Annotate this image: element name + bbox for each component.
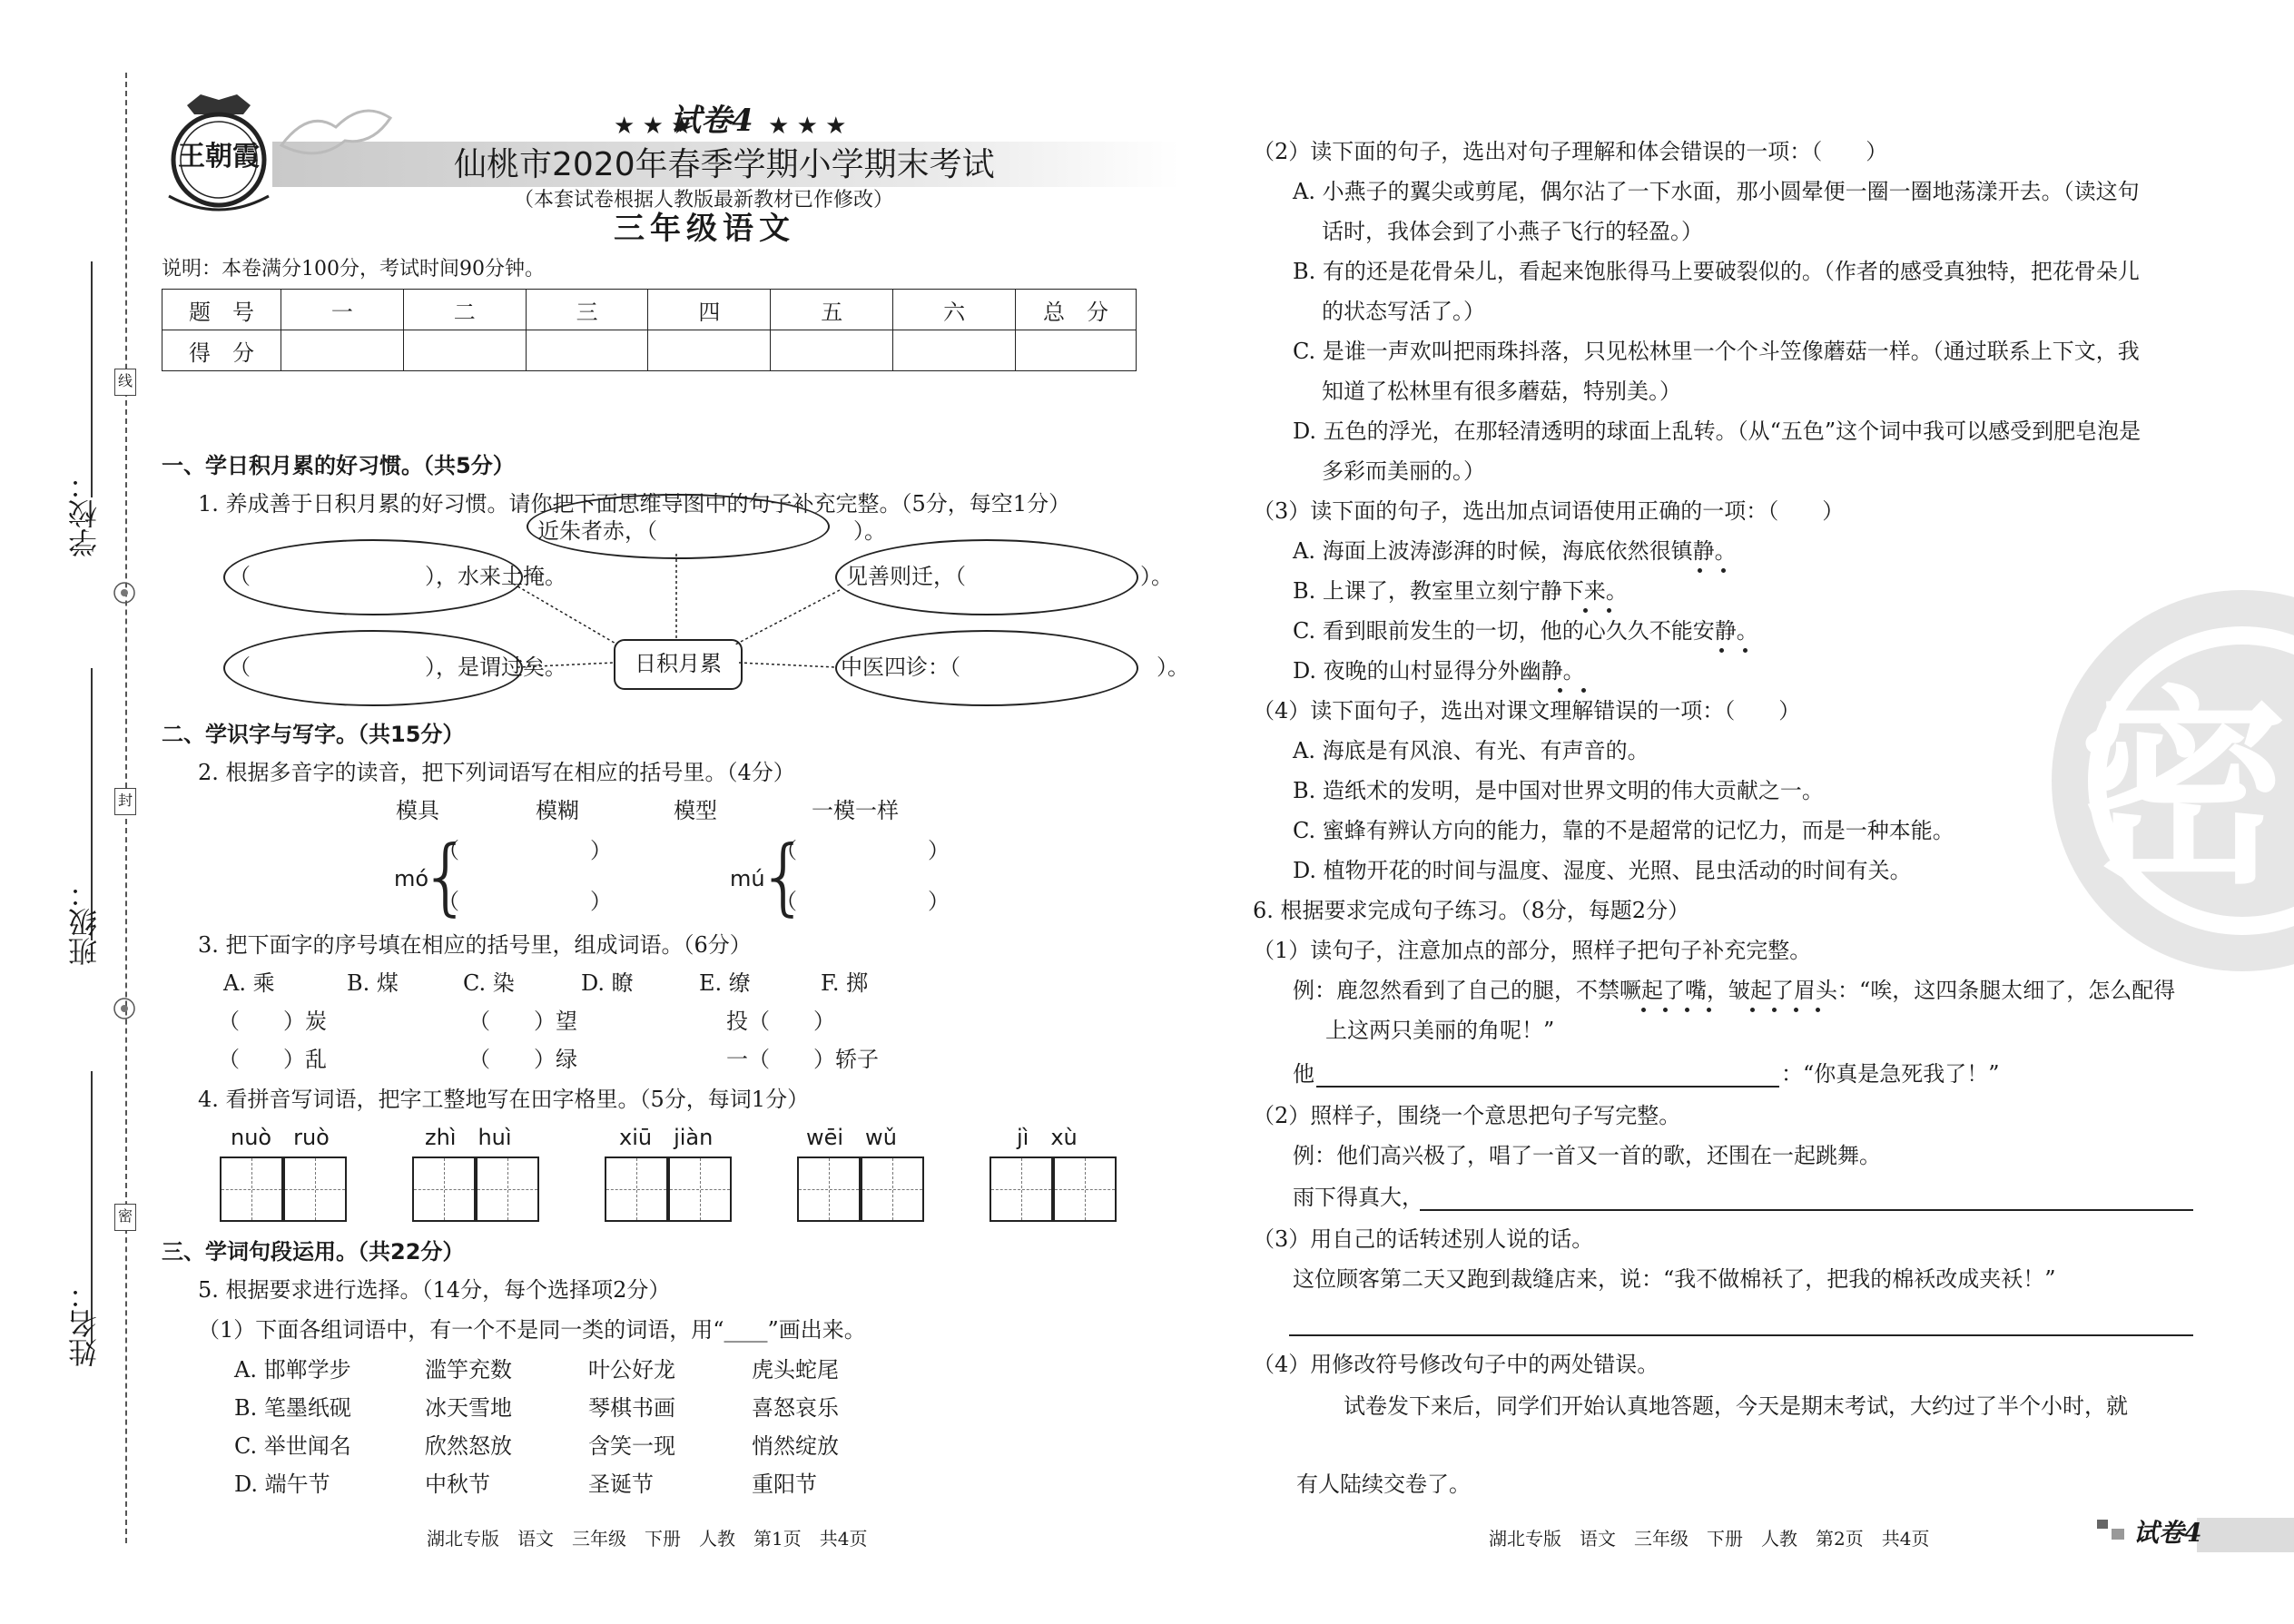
mindmap-center: 日积月累 bbox=[614, 639, 743, 690]
q5-word: 冰天雪地 bbox=[425, 1395, 512, 1421]
q6-prompt: 6. 根据要求完成句子练习。（8分，每题2分） bbox=[1253, 898, 1690, 923]
instructions: 说明：本卷满分100分，考试时间90分钟。 bbox=[162, 258, 545, 281]
emphasis-dot bbox=[1583, 608, 1588, 613]
q2-blank[interactable]: （ ） bbox=[438, 889, 612, 914]
q3-option: B. 煤 bbox=[347, 970, 399, 996]
name-label: 姓名： bbox=[67, 1280, 102, 1367]
emphasis-dot bbox=[1719, 648, 1724, 653]
tianzige-box[interactable] bbox=[861, 1156, 924, 1222]
emphasis-dot bbox=[1685, 1008, 1689, 1012]
footer-tag-band bbox=[2197, 1518, 2294, 1552]
exam-note: （本套试卷根据人教版最新教材已作修改） bbox=[514, 189, 894, 212]
q5-sub2-option-c-cont: 知道了松林里有很多蘑菇，特别美。） bbox=[1322, 379, 1681, 404]
q5-sub4-prompt: （4）读下面句子，选出对课文理解错误的一项：（ ） bbox=[1253, 698, 1801, 723]
q5-sub4-option-d[interactable]: D. 植物开花的时间与温度、湿度、光照、昆虫活动的时间有关。 bbox=[1293, 858, 1912, 883]
q3-blank[interactable]: （ ）望 bbox=[468, 1009, 577, 1034]
brace-icon: { bbox=[757, 828, 811, 925]
mark-feng: 封 bbox=[114, 788, 136, 815]
q3-option: F. 掷 bbox=[821, 970, 869, 996]
q6-sub2-answer-line[interactable] bbox=[1420, 1209, 2193, 1211]
pinyin-mo: mó bbox=[394, 866, 429, 891]
score-header-cell: 四 bbox=[648, 290, 771, 330]
q6-sub2-example: 例：他们高兴极了，唱了一首又一首的歌，还围在一起跳舞。 bbox=[1293, 1143, 1881, 1168]
q5-sub3-option-a[interactable]: A. 海面上波涛澎湃的时候，海底依然很镇静。 bbox=[1293, 538, 1737, 564]
emphasis-dot bbox=[1558, 688, 1562, 693]
q5-sub2-option-d-cont: 多彩而美丽的。） bbox=[1322, 458, 1485, 484]
q2-word: 模糊 bbox=[536, 798, 579, 823]
score-header-cell: 六 bbox=[893, 290, 1016, 330]
q2-word: 模型 bbox=[674, 798, 717, 823]
emphasis-dot bbox=[1698, 568, 1702, 573]
q6-sub1-example: 例：鹿忽然看到了自己的腿，不禁噘起了嘴，皱起了眉头：“唉，这四条腿太细了，怎么配得 bbox=[1293, 978, 2176, 1003]
q6-sub1-example-cont: 上这两只美丽的角呢！” bbox=[1325, 1018, 1555, 1043]
q3-blank[interactable]: 一（ ）轿子 bbox=[726, 1047, 879, 1072]
tianzige-box[interactable] bbox=[220, 1156, 283, 1222]
emphasis-dot bbox=[1794, 1008, 1798, 1012]
score-header-cell: 二 bbox=[403, 290, 526, 330]
q4-pinyin: wēi wǔ bbox=[806, 1125, 897, 1150]
footer-deco bbox=[2097, 1520, 2108, 1529]
binding-hole-icon bbox=[113, 997, 136, 1020]
tianzige-box[interactable] bbox=[476, 1156, 539, 1222]
q2-blank[interactable]: （ ） bbox=[775, 889, 950, 914]
tianzige-box[interactable] bbox=[412, 1156, 476, 1222]
q5-sub2-option-d[interactable]: D. 五色的浮光，在那轻清透明的球面上乱转。（从“五色”这个词中我可以感受到肥皂泡是 bbox=[1293, 418, 2141, 444]
emphasis-dot bbox=[1721, 568, 1726, 573]
pinyin-mu: mú bbox=[730, 866, 765, 891]
logo-text: 王朝霞 bbox=[178, 141, 260, 172]
q5-sub2-option-b-cont: 的状态写活了。） bbox=[1322, 299, 1485, 324]
emphasis-dot bbox=[1663, 1008, 1668, 1012]
tianzige-box[interactable] bbox=[989, 1156, 1053, 1222]
tianzige-box[interactable] bbox=[283, 1156, 347, 1222]
q5-word: A. 邯郸学步 bbox=[234, 1357, 351, 1383]
brace-icon: { bbox=[419, 828, 473, 925]
q3-blank[interactable]: （ ）绿 bbox=[468, 1047, 577, 1072]
tianzige-box[interactable] bbox=[1053, 1156, 1117, 1222]
q5-word: 圣诞节 bbox=[588, 1471, 654, 1497]
q5-word: 中秋节 bbox=[425, 1471, 490, 1497]
mindmap-node-3[interactable]: 见善则迁，（ ）。 bbox=[846, 564, 1173, 589]
q5-prompt: 5. 根据要求进行选择。（14分，每个选择项2分） bbox=[198, 1277, 671, 1303]
series-stars-right: ★ ★ ★ bbox=[768, 113, 847, 140]
q4-prompt: 4. 看拼音写词语，把字工整地写在田字格里。（5分，每词1分） bbox=[198, 1087, 810, 1112]
class-label: 班级： bbox=[67, 879, 102, 966]
q5-word: 含笑一现 bbox=[588, 1433, 675, 1459]
emphasis-dot bbox=[1772, 1008, 1777, 1012]
q4-pinyin: zhì huì bbox=[425, 1125, 512, 1150]
q5-word: 喜怒哀乐 bbox=[752, 1395, 839, 1421]
q5-sub2-option-a-cont: 话时，我体会到了小燕子飞行的轻盈。） bbox=[1322, 219, 1703, 244]
q1-prompt: 1. 养成善于日积月累的好习惯。请你把下面思维导图中的句子补充完整。（5分，每空1分） bbox=[198, 491, 1071, 517]
exam-title: 仙桃市2020年春季学期小学期末考试 bbox=[454, 146, 995, 183]
emphasis-dot bbox=[1581, 688, 1586, 693]
q6-sub1-answer-line[interactable] bbox=[1316, 1086, 1779, 1088]
score-header-cell: 三 bbox=[526, 290, 648, 330]
score-header-cell: 五 bbox=[771, 290, 893, 330]
q5-word: D. 端午节 bbox=[234, 1471, 330, 1497]
q3-blank[interactable]: （ ）乱 bbox=[218, 1047, 327, 1072]
q3-option: D. 瞭 bbox=[581, 970, 634, 996]
q3-option: A. 乘 bbox=[223, 970, 275, 996]
emphasis-dot bbox=[1641, 1008, 1646, 1012]
q4-pinyin: xiū jiàn bbox=[619, 1125, 714, 1150]
score-row-label: 得 分 bbox=[162, 330, 281, 371]
emphasis-dot bbox=[1743, 648, 1748, 653]
mindmap-node-4[interactable]: （ ），是谓过矣。 bbox=[229, 655, 566, 680]
mindmap-connectors bbox=[0, 0, 1180, 726]
q5-sub4-option-a[interactable]: A. 海底是有风浪、有光、有声音的。 bbox=[1293, 738, 1649, 763]
q5-word: B. 笔墨纸砚 bbox=[234, 1395, 351, 1421]
mindmap-node-1[interactable]: 近朱者赤，（ ）。 bbox=[537, 518, 886, 544]
q5-word: 欣然怒放 bbox=[425, 1433, 512, 1459]
tianzige-box[interactable] bbox=[797, 1156, 861, 1222]
q3-option: C. 染 bbox=[463, 970, 515, 996]
q6-sub2-prompt: （2）照样子，围绕一个意思把句子写完整。 bbox=[1253, 1103, 1681, 1128]
watermark-text: 密 bbox=[2079, 667, 2289, 912]
q2-word: 一模一样 bbox=[812, 798, 899, 823]
q2-word: 模具 bbox=[396, 798, 439, 823]
q6-sub3-prompt: （3）用自己的话转述别人说的话。 bbox=[1253, 1226, 1594, 1252]
q5-word: C. 举世闻名 bbox=[234, 1433, 351, 1459]
q4-pinyin: nuò ruò bbox=[231, 1125, 330, 1150]
q3-prompt: 3. 把下面字的序号填在相应的括号里，组成词语。（6分） bbox=[198, 932, 752, 958]
q5-word: 滥竽充数 bbox=[425, 1357, 512, 1383]
q5-sub2-option-c[interactable]: C. 是谁一声欢叫把雨珠抖落，只见松林里一个个斗笠像蘑菇一样。（通过联系上下文，我 bbox=[1293, 339, 2140, 364]
q5-sub2-prompt: （2）读下面的句子，选出对句子理解和体会错误的一项：（ ） bbox=[1253, 139, 1888, 164]
q5-sub3-option-d[interactable]: D. 夜晚的山村显得分外幽静。 bbox=[1293, 658, 1585, 684]
q5-sub4-option-c[interactable]: C. 蜜蜂有辨认方向的能力，靠的不是超常的记忆力，而是一种本能。 bbox=[1293, 818, 1954, 843]
q5-sub3-option-b[interactable]: B. 上课了，教室里立刻宁静下来。 bbox=[1293, 578, 1628, 604]
q6-sub1-prompt: （1）读句子，注意加点的部分，照样子把句子补充完整。 bbox=[1253, 938, 1812, 963]
q5-word: 虎头蛇尾 bbox=[752, 1357, 839, 1383]
q6-sub1-answer-prefix: 他 bbox=[1293, 1061, 1314, 1087]
mindmap-node-2[interactable]: （ ），水来土掩。 bbox=[229, 564, 566, 589]
footer-tag: 试卷4 bbox=[2133, 1518, 2202, 1548]
q2-blank[interactable]: （ ） bbox=[438, 838, 612, 863]
mark-mi: 密 bbox=[114, 1204, 136, 1231]
q2-prompt: 2. 根据多音字的读音，把下列词语写在相应的括号里。（4分） bbox=[198, 760, 795, 785]
q5-sub3-prompt: （3）读下面的句子，选出加点词语使用正确的一项：（ ） bbox=[1253, 498, 1845, 524]
footer-left: 湖北专版 语文 三年级 下册 人教 第1页 共4页 bbox=[427, 1528, 868, 1550]
section1-title: 一、学日积月累的好习惯。（共5分） bbox=[162, 453, 515, 478]
q6-sub4-sentence-cont: 有人陆续交卷了。 bbox=[1296, 1471, 1471, 1497]
q5-sub2-option-a[interactable]: A. 小燕子的翼尖或剪尾，偶尔沾了一下水面，那小圆晕便一圈一圈地荡漾开去。（读这句 bbox=[1293, 179, 2140, 204]
q5-word: 悄然绽放 bbox=[752, 1433, 839, 1459]
q5-word: 叶公好龙 bbox=[588, 1357, 675, 1383]
section3-title: 三、学词句段运用。（共22分） bbox=[162, 1239, 465, 1265]
q5-sub4-option-b[interactable]: B. 造纸术的发明，是中国对世界文明的伟大贡献之一。 bbox=[1293, 778, 1824, 803]
q4-pinyin: jì xù bbox=[1017, 1125, 1078, 1150]
emphasis-dot bbox=[1607, 608, 1611, 613]
q5-sub2-option-b[interactable]: B. 有的还是花骨朵儿，看起来饱胀得马上要破裂似的。（作者的感受真独特，把花骨朵儿 bbox=[1293, 259, 2140, 284]
series-stars-left: ★ ★ ★ bbox=[614, 113, 693, 140]
q5-sub3-option-c[interactable]: C. 看到眼前发生的一切，他的心久久不能安静。 bbox=[1293, 618, 1758, 644]
mark-xian: 线 bbox=[114, 369, 136, 396]
q5-word: 琴棋书画 bbox=[588, 1395, 675, 1421]
score-header-cell: 一 bbox=[281, 290, 404, 330]
tianzige-box[interactable] bbox=[668, 1156, 732, 1222]
emphasis-dot bbox=[1707, 1008, 1711, 1012]
q3-blank[interactable]: 投（ ） bbox=[726, 1009, 835, 1034]
footer-right: 湖北专版 语文 三年级 下册 人教 第2页 共4页 bbox=[1489, 1528, 1930, 1550]
tianzige-box[interactable] bbox=[605, 1156, 668, 1222]
q6-sub4-prompt: （4）用修改符号修改句子中的两处错误。 bbox=[1253, 1352, 1659, 1377]
q6-sub2-answer-prefix: 雨下得真大， bbox=[1293, 1185, 1423, 1210]
emphasis-dot bbox=[1816, 1008, 1820, 1012]
emphasis-dot bbox=[1750, 1008, 1755, 1012]
score-header-cell: 总 分 bbox=[1016, 290, 1137, 330]
score-header-cell: 题 号 bbox=[162, 290, 281, 330]
q3-blank[interactable]: （ ）炭 bbox=[218, 1009, 327, 1034]
q6-sub4-sentence: 试卷发下来后，同学们开始认真地答题，今天是期末考试，大约过了半个小时，就 bbox=[1344, 1393, 2128, 1419]
series-label: 试卷4 bbox=[670, 103, 753, 139]
q6-sub3-answer-line[interactable] bbox=[1289, 1334, 2193, 1336]
school-label: 学校： bbox=[67, 470, 102, 557]
q6-sub1-answer-suffix: ：“你真是急死我了！” bbox=[1781, 1061, 2000, 1087]
footer-deco bbox=[2112, 1529, 2124, 1540]
q5-sub1-prompt: （1）下面各组词语中，有一个不是同一类的词语，用“____”画出来。 bbox=[198, 1317, 866, 1343]
q6-sub3-sentence: 这位顾客第二天又跑到裁缝店来，说：“我不做棉袄了，把我的棉袄改成夹袄！” bbox=[1293, 1266, 2056, 1292]
q5-word: 重阳节 bbox=[752, 1471, 817, 1497]
section2-title: 二、学识字与写字。（共15分） bbox=[162, 722, 465, 747]
mindmap-node-5[interactable]: 中医四诊：（ ）。 bbox=[841, 655, 1189, 680]
q2-blank[interactable]: （ ） bbox=[775, 838, 950, 863]
q3-option: E. 缭 bbox=[699, 970, 751, 996]
exam-subject: 三年级语文 bbox=[614, 211, 795, 247]
